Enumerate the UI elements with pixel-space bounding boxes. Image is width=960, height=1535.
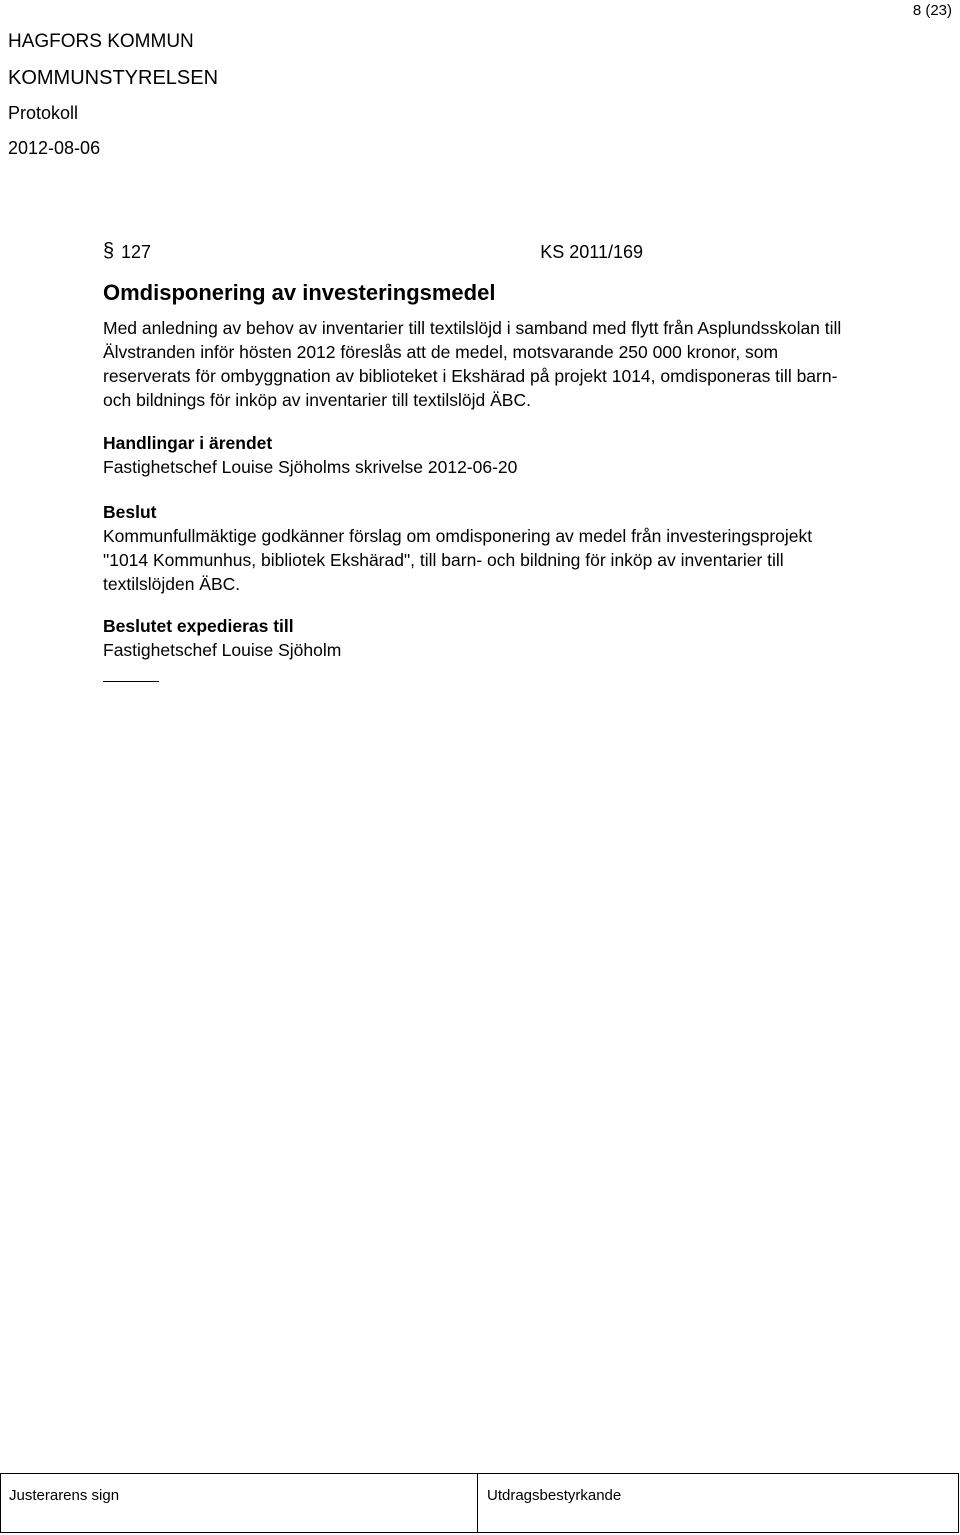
document-type: Protokoll <box>8 103 79 123</box>
municipality-name: HAGFORS KOMMUN <box>8 31 194 52</box>
document-date: 2012-08-06 <box>8 138 101 158</box>
signature-footer <box>0 1473 959 1533</box>
documents-item: Fastighetschef Louise Sjöholms skrivelse 2012-06-20 <box>103 457 518 477</box>
section-number: 127 <box>121 242 152 262</box>
intro-line: och bildnings för inköp av inventarier till textilslöjd ÄBC. <box>103 390 531 410</box>
section-header <box>103 240 643 264</box>
case-reference: KS 2011/169 <box>540 242 643 262</box>
end-rule <box>103 681 159 682</box>
intro-line: Älvstranden inför hösten 2012 föreslås att de medel, motsvarande 250 000 kronor, som <box>103 342 779 362</box>
intro-paragraph <box>103 316 943 412</box>
board-name: KOMMUNSTYRELSEN <box>8 67 219 89</box>
extract-certification-label: Utdragsbestyrkande <box>487 1487 622 1504</box>
section-symbol: § <box>103 240 115 262</box>
intro-line: Med anledning av behov av inventarier till textilslöjd i samband med flytt från Asplundsskolan till <box>103 318 842 338</box>
dispatch-section <box>103 614 943 662</box>
page-number: 8 (23) <box>912 2 952 19</box>
documents-section <box>103 431 943 479</box>
decision-line: Kommunfullmäktige godkänner förslag om omdisponering av medel från investeringsprojekt <box>103 526 813 546</box>
decision-heading: Beslut <box>103 502 157 522</box>
dispatch-heading: Beslutet expedieras till <box>103 616 294 636</box>
section-title: Omdisponering av investeringsmedel <box>103 280 496 305</box>
dispatch-recipient: Fastighetschef Louise Sjöholm <box>103 640 342 660</box>
decision-line: "1014 Kommunhus, bibliotek Ekshärad", till barn- och bildning för inköp av inventarier till <box>103 550 784 570</box>
documents-heading: Handlingar i ärendet <box>103 433 273 453</box>
decision-section <box>103 500 943 596</box>
extract-certification-cell <box>479 1474 958 1532</box>
decision-line: textilslöjden ÄBC. <box>103 574 241 594</box>
adjuster-signature-label: Justerarens sign <box>9 1487 120 1504</box>
adjuster-signature-cell <box>1 1474 478 1532</box>
intro-line: reserverats för ombyggnation av biblioteket i Ekshärad på projekt 1014, omdisponeras till barn- <box>103 366 838 386</box>
